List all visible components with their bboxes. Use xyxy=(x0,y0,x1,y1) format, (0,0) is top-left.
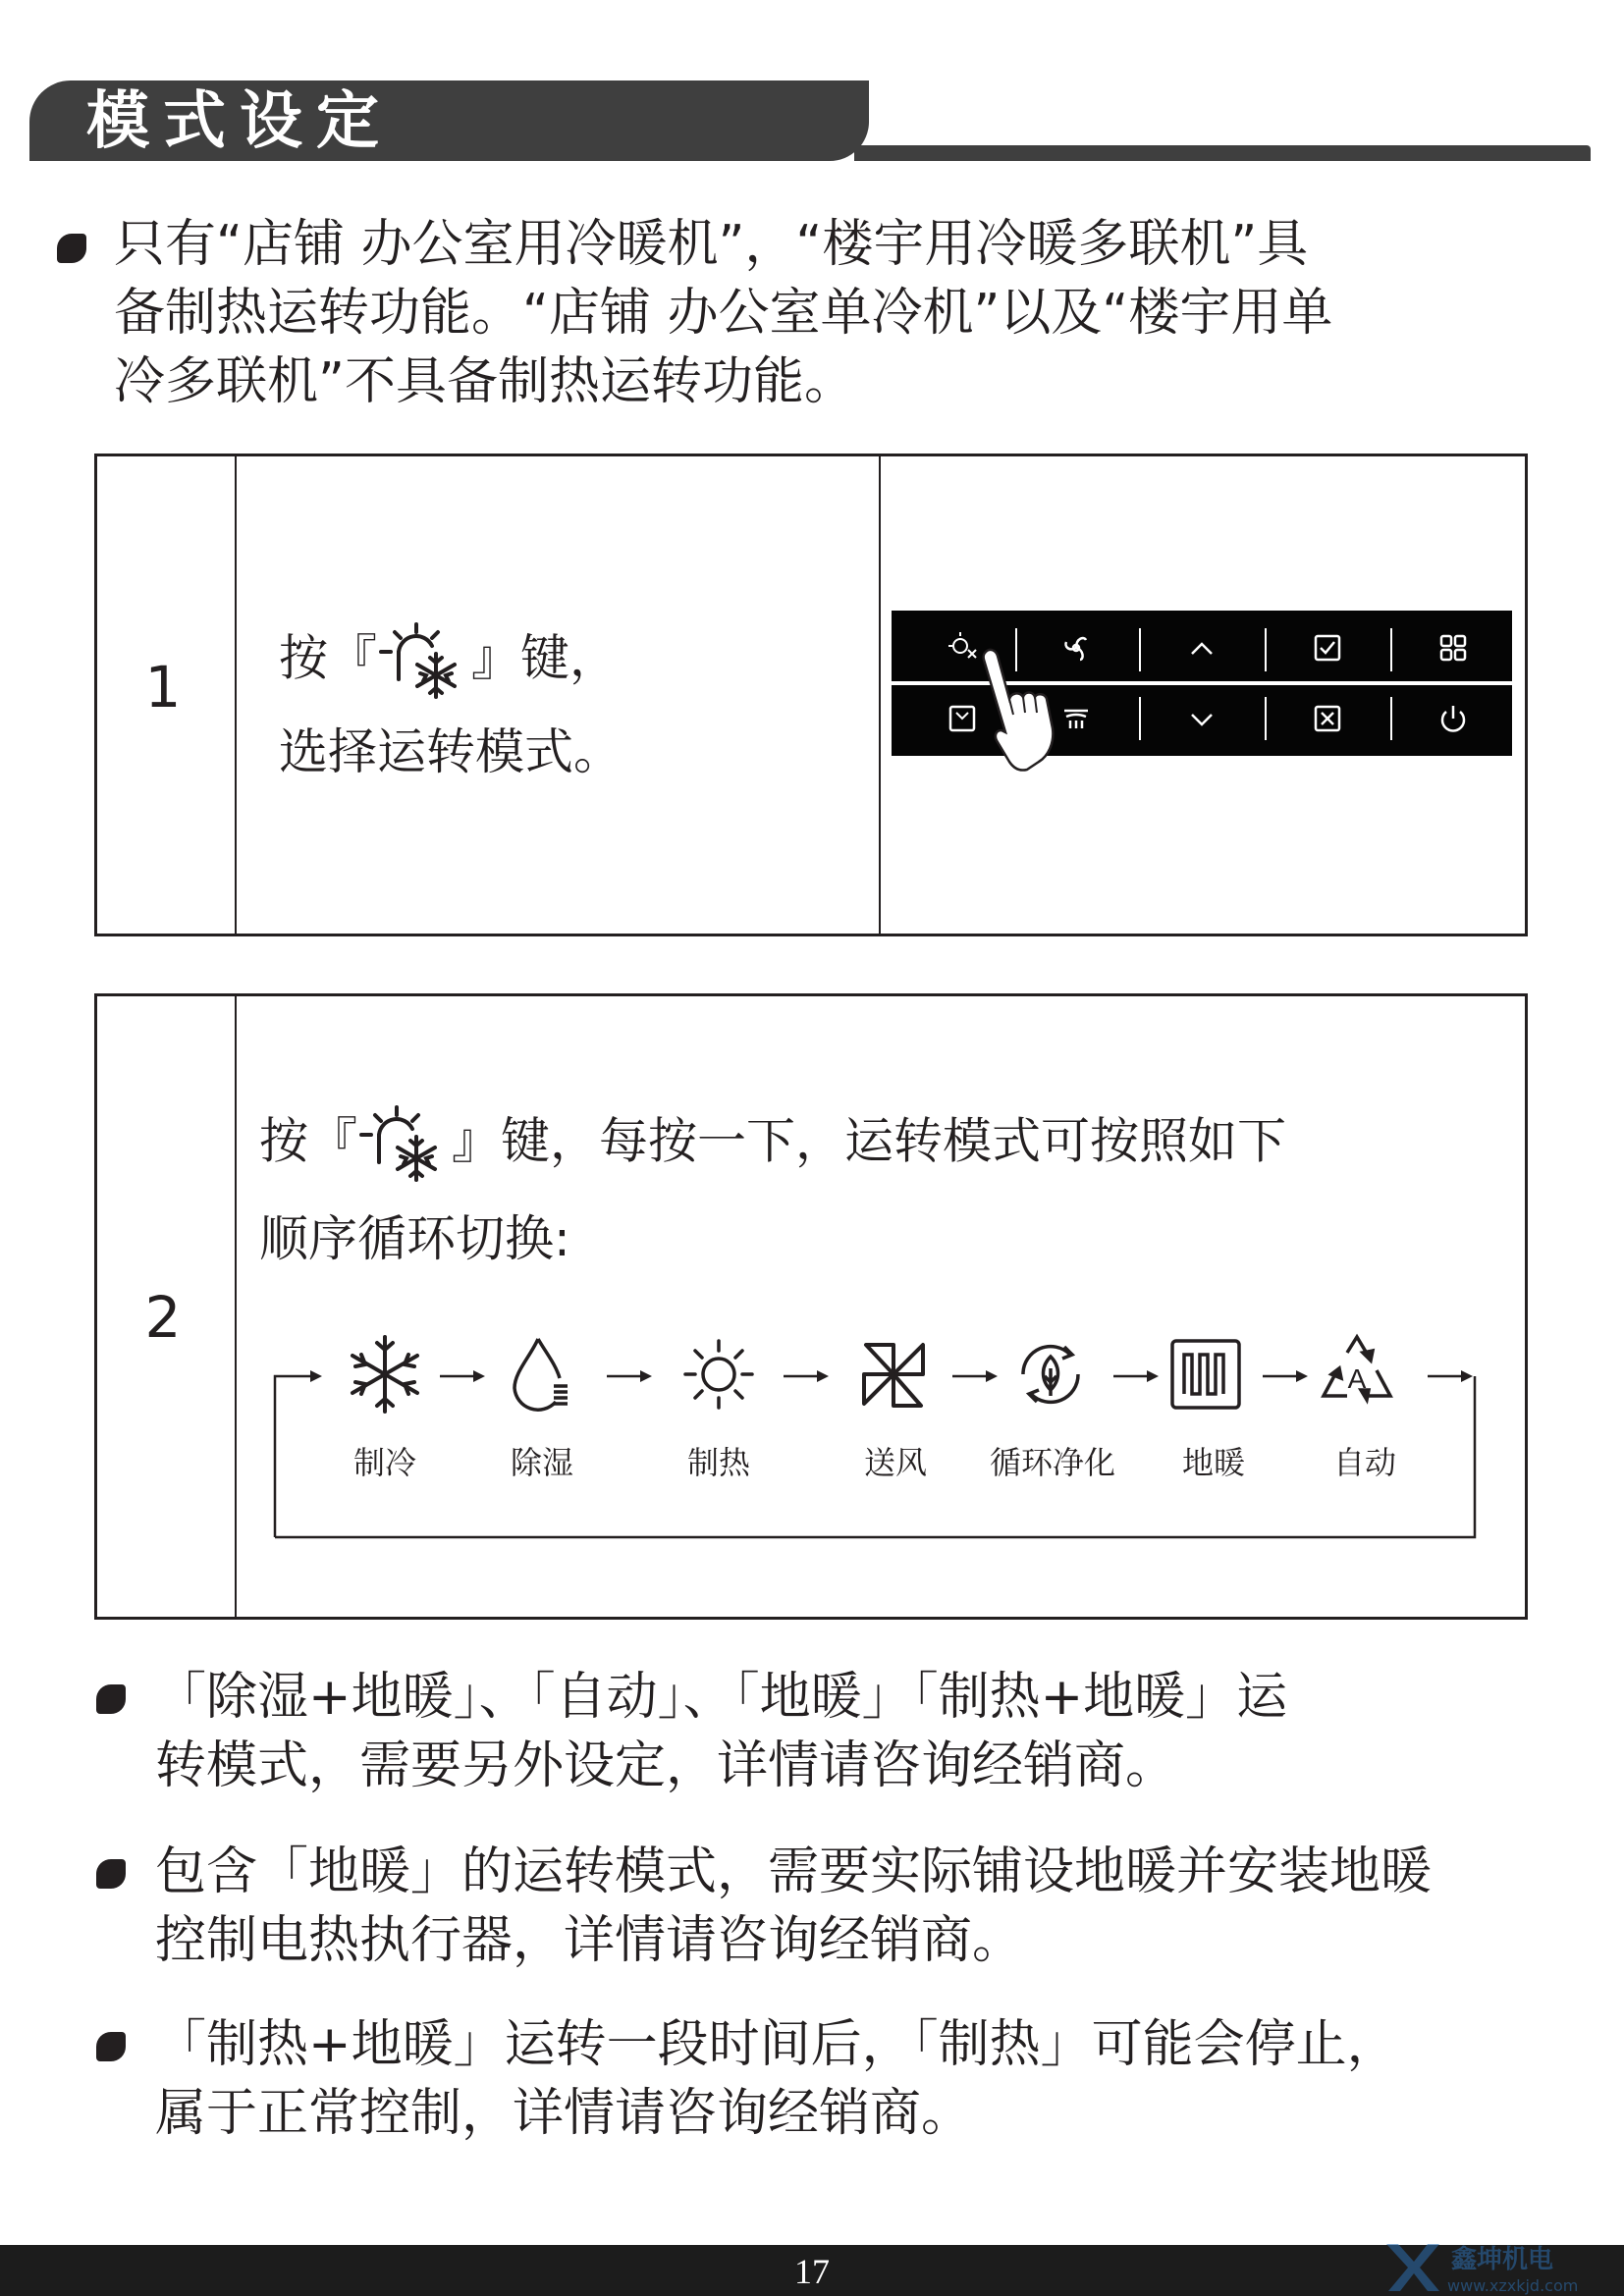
mode-label-floor-heating: 地暖 xyxy=(1181,1444,1245,1481)
floor-heating-icon xyxy=(1166,1331,1245,1417)
droplet-icon xyxy=(503,1331,581,1417)
pointing-hand-icon xyxy=(980,648,1058,774)
mode-button-icon xyxy=(357,1105,452,1184)
header-rule xyxy=(854,145,1591,161)
step-2-number: 2 xyxy=(144,1284,182,1351)
svg-text:A: A xyxy=(1347,1363,1367,1394)
note-1-bullet xyxy=(96,1684,126,1714)
intro-paragraph: 只有“店铺 办公室用冷暖机”，“楼宇用冷暖多联机”具 备制热运转功能。“店铺 办公室单冷机”以及“楼宇用单 冷多联机”不具备制热运转功能。 xyxy=(114,215,1333,411)
control-panel xyxy=(892,611,1512,756)
mode-label-purify: 循环净化 xyxy=(989,1444,1115,1481)
menu-grid-icon[interactable] xyxy=(1434,628,1473,667)
sun-icon xyxy=(679,1331,758,1417)
note-3-text: 「制热+地暖」运转一段时间后，「制热」可能会停止， 属于正常控制，详情请咨询经销商。 xyxy=(155,2015,1398,2143)
snowflake-icon xyxy=(346,1331,424,1417)
watermark-brand: 鑫坤机电 xyxy=(1451,2245,1554,2274)
step-1-instruction-line1: 按『 』键， xyxy=(279,622,619,701)
step-2-instruction-line1: 按『 』键，每按一下，运转模式可按照如下 xyxy=(259,1105,1286,1184)
step-2-instruction-line2: 顺序循环切换: xyxy=(259,1210,570,1267)
mode-icon[interactable] xyxy=(943,628,982,667)
step-1-instruction-line2: 选择运转模式。 xyxy=(279,723,623,780)
page-number: 17 xyxy=(794,2252,830,2291)
fan-icon xyxy=(854,1331,933,1417)
step-1-number: 1 xyxy=(144,654,182,721)
note-3-bullet xyxy=(96,2032,126,2061)
mode-label-auto: 自动 xyxy=(1332,1444,1396,1481)
mode-label-fan: 送风 xyxy=(863,1444,927,1481)
purify-icon xyxy=(1011,1331,1090,1417)
power-icon[interactable] xyxy=(1434,699,1473,738)
confirm-icon[interactable] xyxy=(1308,628,1347,667)
intro-bullet xyxy=(57,234,86,263)
auto-icon xyxy=(1318,1331,1396,1417)
page-title: 模式设定 xyxy=(86,85,393,158)
mode-button-icon xyxy=(377,622,471,701)
timer-icon[interactable] xyxy=(943,699,982,738)
note-2-bullet xyxy=(96,1859,126,1889)
fan-speed-icon[interactable] xyxy=(1056,628,1096,667)
chevron-up-icon[interactable] xyxy=(1182,628,1221,667)
mode-label-heat: 制热 xyxy=(686,1444,750,1481)
watermark-logo xyxy=(1382,2238,1618,2295)
cancel-icon[interactable] xyxy=(1308,699,1347,738)
mode-label-dry: 除湿 xyxy=(510,1444,573,1481)
watermark-url: www.xzxkjd.com xyxy=(1447,2276,1579,2295)
chevron-down-icon[interactable] xyxy=(1182,699,1221,738)
swing-icon[interactable] xyxy=(1056,699,1096,738)
note-2-text: 包含「地暖」的运转模式，需要实际铺设地暖并安装地暖 控制电热执行器，详情请咨询经销商。 xyxy=(155,1842,1433,1970)
mode-label-cool: 制冷 xyxy=(352,1444,416,1481)
note-1-text: 「除湿+地暖」、「自动」、「地暖」「制热+地暖」运 转模式，需要另外设定，详情请咨询经销商。 xyxy=(155,1668,1288,1795)
